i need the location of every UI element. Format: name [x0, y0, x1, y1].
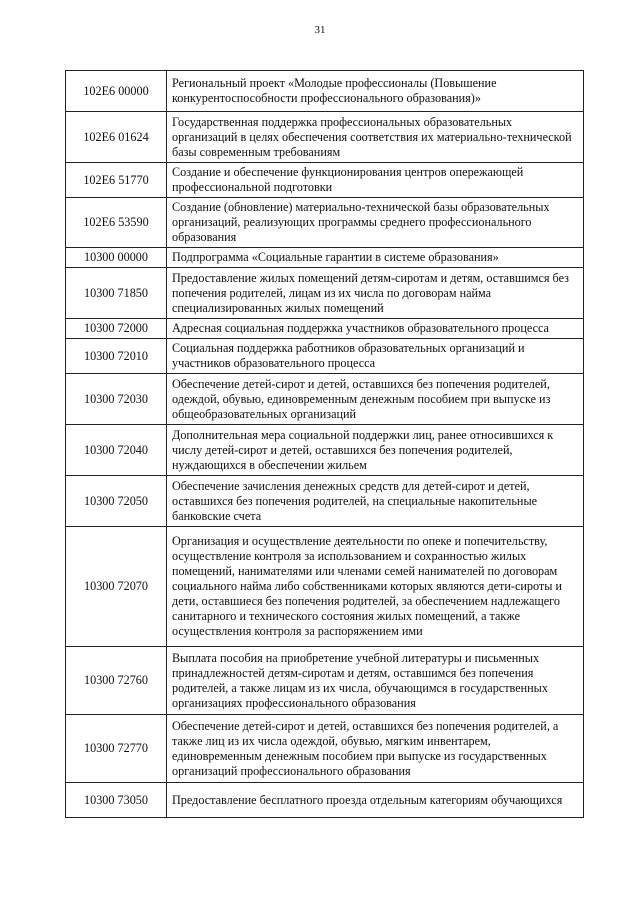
row-description: Создание и обеспечение функционирования центров опережающей профессиональной подготовки [167, 163, 584, 198]
row-code: 10300 72760 [66, 647, 167, 715]
row-code: 102Е6 00000 [66, 71, 167, 112]
row-description: Региональный проект «Молодые профессионалы (Повышение конкурентоспособности профессионального образования)» [167, 71, 584, 112]
table-body [66, 71, 584, 818]
table-row [66, 319, 584, 339]
page-number: 31 [314, 24, 326, 36]
table-row [66, 783, 584, 818]
row-code: 102Е6 01624 [66, 112, 167, 163]
table-row [66, 374, 584, 425]
row-code: 10300 72010 [66, 339, 167, 374]
row-description: Предоставление бесплатного проезда отдельным категориям обучающихся [167, 783, 584, 818]
row-description: Обеспечение детей-сирот и детей, оставшихся без попечения родителей, одеждой, обувью, единовременным денежным пособием при выпуске из общеобразовательных организаций [167, 374, 584, 425]
row-code: 10300 73050 [66, 783, 167, 818]
table-row [66, 248, 584, 268]
row-description: Предоставление жилых помещений детям-сиротам и детям, оставшимся без попечения родителей, лицам из их числа по договорам найма специализированных жилых помещений [167, 268, 584, 319]
table-row [66, 527, 584, 647]
row-code: 102Е6 51770 [66, 163, 167, 198]
row-code: 102Е6 53590 [66, 198, 167, 248]
table-row [66, 425, 584, 476]
row-code: 10300 71850 [66, 268, 167, 319]
table-row [66, 268, 584, 319]
table-row [66, 71, 584, 112]
row-code: 10300 72000 [66, 319, 167, 339]
row-description: Социальная поддержка работников образовательных организаций и участников образовательного процесса [167, 339, 584, 374]
row-description: Выплата пособия на приобретение учебной литературы и письменных принадлежностей детям-сиротам и детям, оставшимся без попечения родителей, а также лицам из их числа, обучающимся в государственных организациях профессионального образования [167, 647, 584, 715]
row-code: 10300 00000 [66, 248, 167, 268]
row-description: Обеспечение детей-сирот и детей, оставшихся без попечения родителей, а также лиц из их числа одеждой, обувью, мягким инвентарем, единовременным денежным пособием при выпуске из государственных организаций профессионального образования [167, 715, 584, 783]
row-description: Обеспечение зачисления денежных средств для детей-сирот и детей, оставшихся без попечения родителей, на специальные накопительные банковские счета [167, 476, 584, 527]
row-description: Государственная поддержка профессиональных образовательных организаций в целях обеспечения соответствия их материально-технической базы современным требованиям [167, 112, 584, 163]
table-row [66, 198, 584, 248]
table-row [66, 112, 584, 163]
row-code: 10300 72040 [66, 425, 167, 476]
table-row [66, 339, 584, 374]
table-row [66, 715, 584, 783]
budget-code-table [65, 70, 584, 818]
row-description: Создание (обновление) материально-технической базы образовательных организаций, реализующих программы среднего профессионального образования [167, 198, 584, 248]
row-code: 10300 72050 [66, 476, 167, 527]
row-description: Дополнительная мера социальной поддержки лиц, ранее относившихся к числу детей-сирот и детей, оставшихся без попечения родителей, нуждающихся в обеспечении жильем [167, 425, 584, 476]
table-row [66, 647, 584, 715]
row-description: Адресная социальная поддержка участников образовательного процесса [167, 319, 584, 339]
row-code: 10300 72030 [66, 374, 167, 425]
row-code: 10300 72070 [66, 527, 167, 647]
table-row [66, 476, 584, 527]
row-description: Организация и осуществление деятельности по опеке и попечительству, осуществление контроля за использованием и сохранностью жилых помещений, нанимателями или членами семей нанимателей по договорам социального найма либо собственниками которых являются дети-сироты и дети, оставшиеся без попечения родителей, за обеспечением надлежащего санитарного и технического состояния жилых помещений, а также осуществления контроля за распоряжением ими [167, 527, 584, 647]
table-row [66, 163, 584, 198]
row-code: 10300 72770 [66, 715, 167, 783]
row-description: Подпрограмма «Социальные гарантии в системе образования» [167, 248, 584, 268]
